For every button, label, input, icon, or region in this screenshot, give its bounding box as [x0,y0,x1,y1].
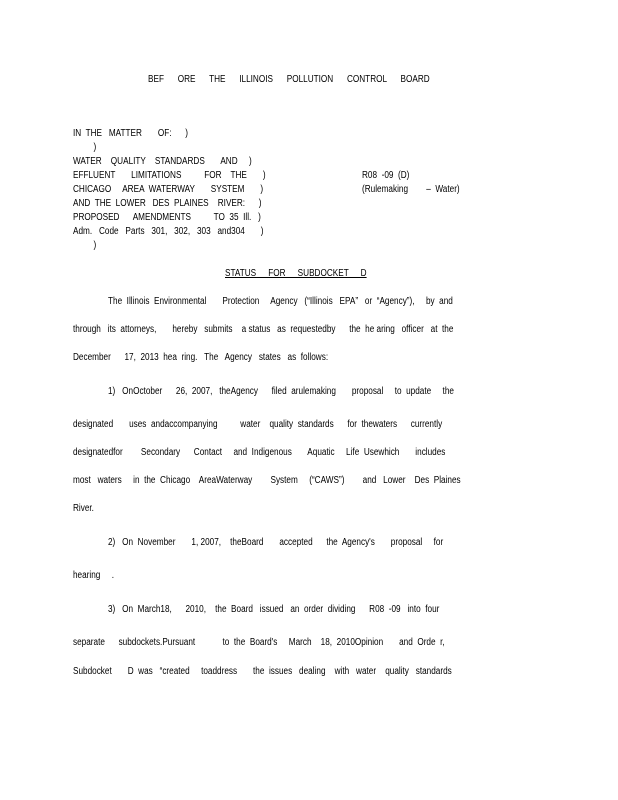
paragraph-3-line: 3) On March18, 2010, the Board issued an order dividing R08 -09 into four [108,604,440,615]
caption-line: ) [73,240,97,251]
caption-line: EFFLUENT LIMITATIONS FOR THE ) [73,170,266,181]
paragraph-1-line: most waters in the Chicago AreaWaterway System (“CAWS”) and Lower Des Plaines [73,475,461,486]
document-title: BEF ORE THE ILLINOIS POLLUTION CONTROL BOARD [148,74,430,85]
caption-line: AND THE LOWER DES PLAINES RIVER: ) [73,198,262,209]
caption-line: CHICAGO AREA WATERWAY SYSTEM ) [73,184,264,195]
section-heading: STATUS FOR SUBDOCKET D [225,268,367,279]
caption-line: Adm. Code Parts 301, 302, 303 and304 ) [73,226,264,237]
caption-line: PROPOSED AMENDMENTS TO 35 Ill. ) [73,212,261,223]
paragraph-3-line: Subdocket D was “created toaddress the issues dealing with water quality standards [73,666,452,677]
paragraph-3-line: separate subdockets.Pursuant to the Board's March 18, 2010Opinion and Orde r, [73,637,445,648]
paragraph-1-line: designated uses andaccompanying water quality standards for thewaters currently [73,419,443,430]
intro-line: through its attorneys, hereby submits a status as requestedby the he aring officer at the [73,324,454,335]
paragraph-2-line: 2) On November 1, 2007, theBoard accepted the Agency's proposal for [108,537,444,548]
paragraph-1-line: River. [73,503,94,514]
caption-line: ) [73,142,97,153]
caption-line: WATER QUALITY STANDARDS AND ) [73,156,252,167]
paragraph-2-line: hearing . [73,570,115,581]
intro-line: December 17, 2013 hea ring. The Agency states as follows: [73,352,329,363]
paragraph-1-line: 1) OnOctober 26, 2007, theAgency filed arulemaking proposal to update the [108,386,454,397]
paragraph-1-line: designatedfor Secondary Contact and Indigenous Aquatic Life Usewhich includes [73,447,446,458]
intro-line: The Illinois Environmental Protection Agency (“Illinois EPA” or “Agency”), by and [108,296,453,307]
docket-type: (Rulemaking – Water) [362,184,460,195]
docket-number: R08 -09 (D) [362,170,410,181]
caption-line: IN THE MATTER OF: ) [73,128,188,139]
